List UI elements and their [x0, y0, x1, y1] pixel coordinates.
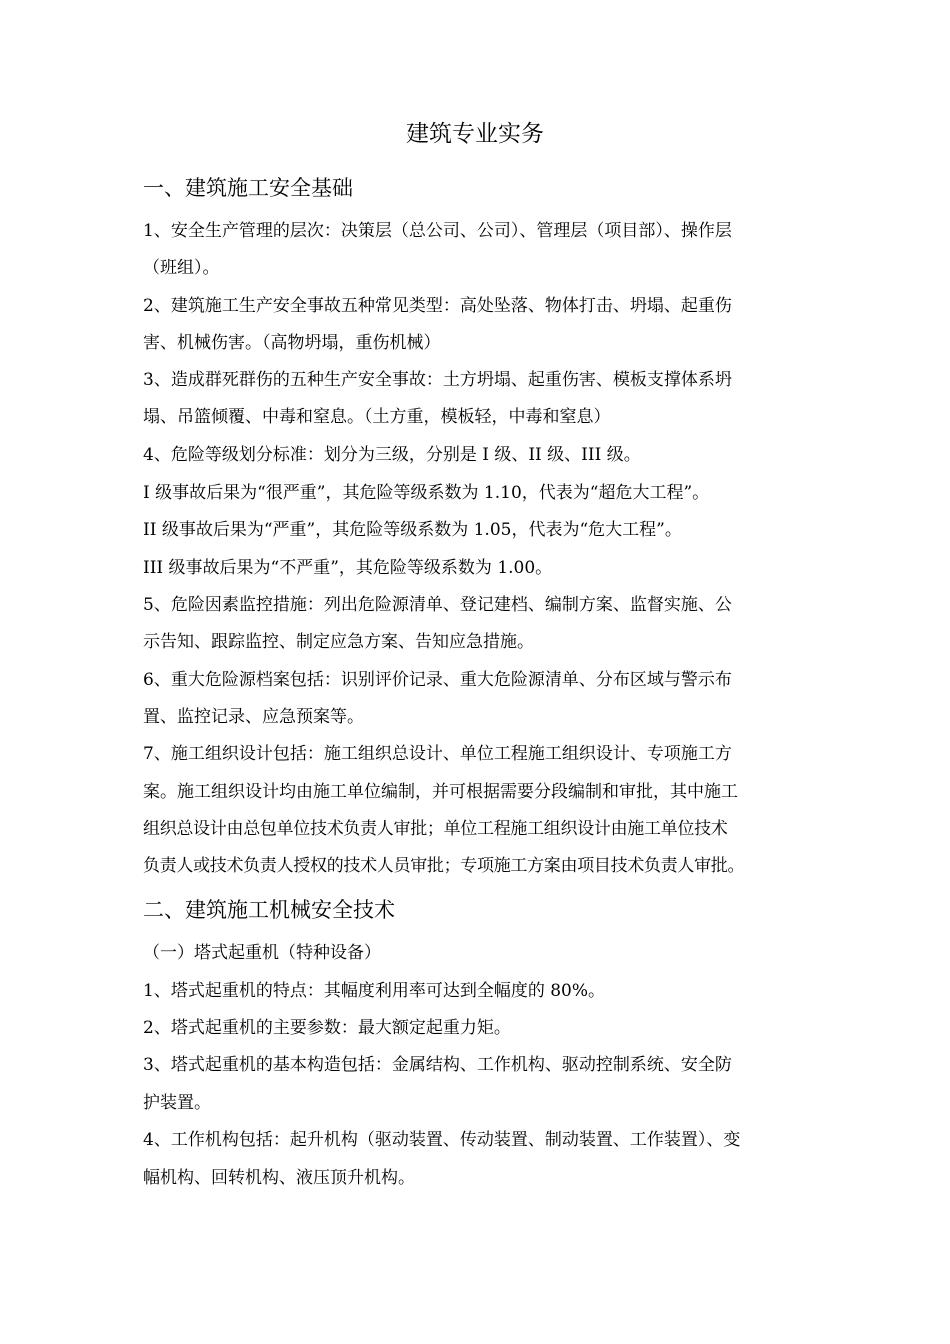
paragraph-line: 幅机构、回转机构、液压顶升机构。	[143, 1168, 415, 1188]
paragraph-line: 3、塔式起重机的基本构造包括：金属结构、工作机构、驱动控制系统、安全防	[143, 1055, 732, 1075]
paragraph-line: 1、塔式起重机的特点：其幅度利用率可达到全幅度的 80%。	[143, 981, 606, 1001]
document-title: 建筑专业实务	[406, 121, 544, 147]
paragraph-line: I 级事故后果为“很严重”，其危险等级系数为 1.10，代表为“超危大工程”。	[143, 483, 710, 503]
paragraph-line: 6、重大危险源档案包括：识别评价记录、重大危险源清单、分布区域与警示布	[143, 670, 732, 690]
paragraph-line: 2、塔式起重机的主要参数：最大额定起重力矩。	[143, 1018, 511, 1038]
paragraph-line: 4、危险等级划分标准：划分为三级，分别是 I 级、II 级、III 级。	[143, 445, 641, 465]
paragraph-line: 5、危险因素监控措施：列出危险源清单、登记建档、编制方案、监督实施、公	[143, 595, 732, 615]
paragraph-line: III 级事故后果为“不严重”，其危险等级系数为 1.00。	[143, 558, 553, 578]
subsection-heading: （一）塔式起重机（特种设备）	[143, 943, 381, 963]
paragraph-line: II 级事故后果为“严重”，其危险等级系数为 1.05，代表为“危大工程”。	[143, 520, 682, 540]
paragraph-line: 置、监控记录、应急预案等。	[143, 707, 364, 727]
paragraph-line: 害、机械伤害。（高物坍塌，重伤机械）	[143, 333, 441, 353]
paragraph-line: 2、建筑施工生产安全事故五种常见类型：高处坠落、物体打击、坍塌、起重伤	[143, 296, 732, 316]
section-1-heading: 一、建筑施工安全基础	[143, 176, 353, 200]
paragraph-line: 3、造成群死群伤的五种生产安全事故：土方坍塌、起重伤害、模板支撑体系坍	[143, 370, 732, 390]
paragraph-line: 示告知、跟踪监控、制定应急方案、告知应急措施。	[143, 632, 534, 652]
paragraph-line: （班组）。	[143, 258, 220, 278]
paragraph-line: 负责人或技术负责人授权的技术人员审批；专项施工方案由项目技术负责人审批。	[143, 856, 745, 876]
paragraph-line: 护装置。	[143, 1093, 211, 1113]
section-2-heading: 二、建筑施工机械安全技术	[143, 898, 395, 922]
paragraph-line: 1、安全生产管理的层次：决策层（总公司、公司）、管理层（项目部）、操作层	[143, 221, 732, 241]
paragraph-line: 7、施工组织设计包括：施工组织总设计、单位工程施工组织设计、专项施工方	[143, 744, 732, 764]
paragraph-line: 塌、吊篮倾覆、中毒和窒息。（土方重，模板轻，中毒和窒息）	[143, 407, 611, 427]
paragraph-line: 案。施工组织设计均由施工单位编制，并可根据需要分段编制和审批，其中施工	[143, 782, 738, 802]
paragraph-line: 组织总设计由总包单位技术负责人审批；单位工程施工组织设计由施工单位技术	[143, 819, 728, 839]
paragraph-line: 4、工作机构包括：起升机构（驱动装置、传动装置、制动装置、工作装置）、变	[143, 1130, 741, 1150]
